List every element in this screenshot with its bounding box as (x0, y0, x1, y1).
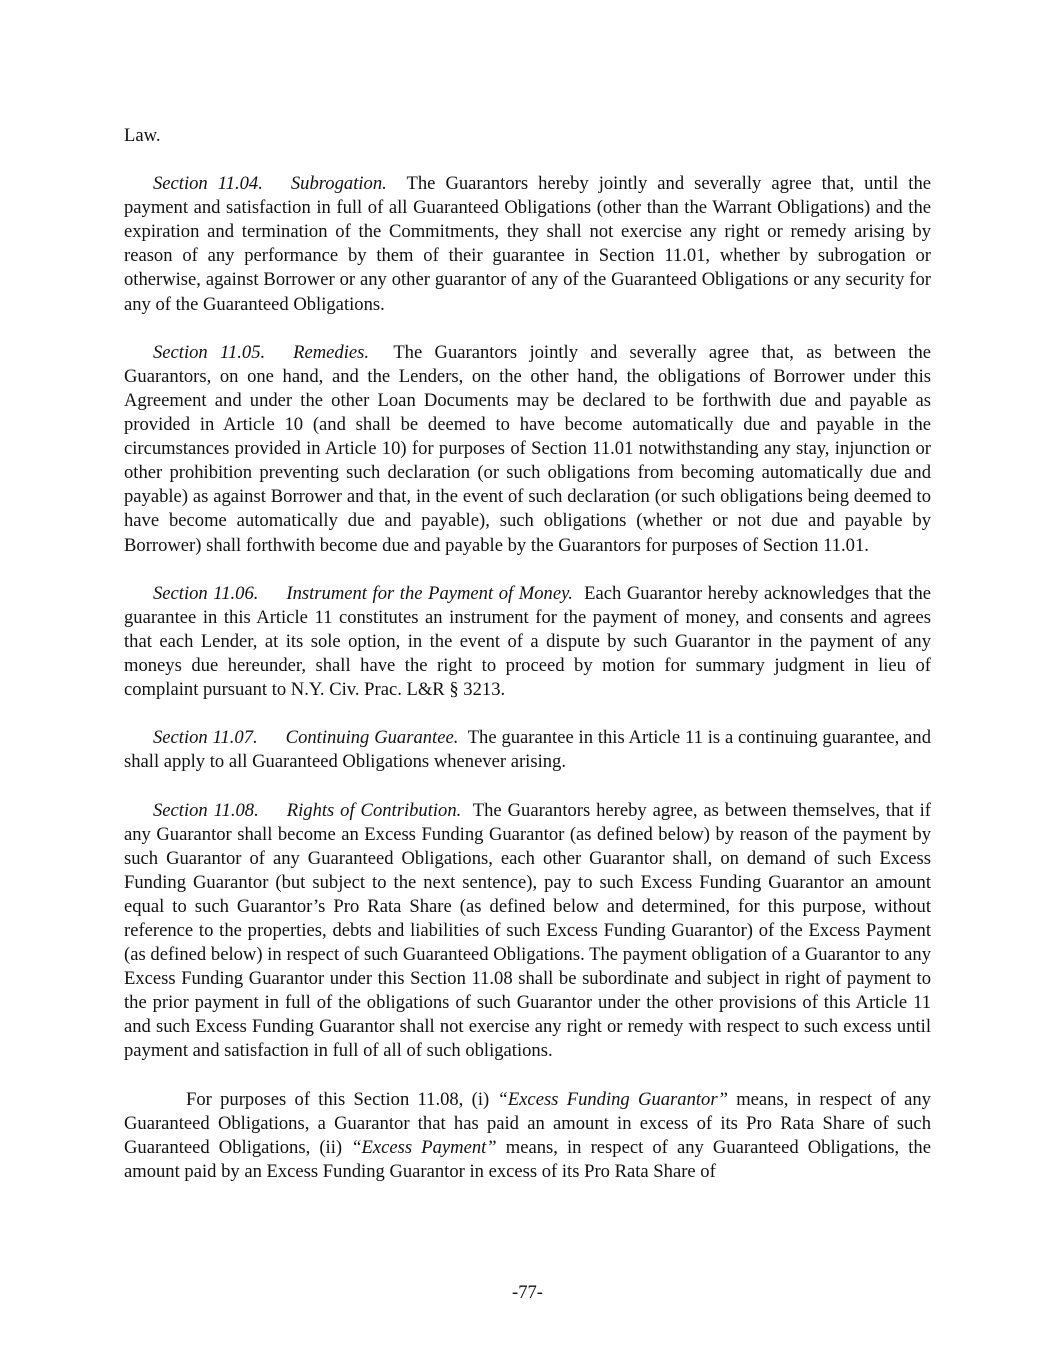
section-11-05 (124, 341, 931, 558)
section-11-06 (124, 582, 931, 702)
section-number: Section 11.08. (153, 799, 259, 821)
defined-term-excess-payment: “Excess Payment” (351, 1136, 497, 1158)
section-body: The Guarantors hereby agree, as between themselves, that if any Guarantor shall become an Excess Funding Guarantor (as defined below) by reason of the payment by such Guarantor of any Guaranteed Obligations, each other Guarantor shall, on demand of such Excess Funding Guarantor (but subject to the next sentence), pay to such Excess Funding Guarantor an amount equal to such Guarantor’s Pro Rata Share (as defined below and determined, for this purpose, without reference to the properties, debts and liabilities of such Excess Funding Guarantor) of the Excess Payment (as defined below) in respect of such Guaranteed Obligations. The payment obligation of a Guarantor to any Excess Funding Guarantor under this Section 11.08 shall be subordinate and subject in right of payment to the prior payment in full of the obligations of such Guarantor under the other provisions of this Article 11 and such Excess Funding Guarantor shall not exercise any right or remedy with respect to such excess until payment and satisfaction in full of all of such obligations. (124, 799, 931, 1062)
section-body: The guarantee in this Article 11 is a continuing guarantee, and shall apply to all Guaranteed Obligations whenever arising. (124, 727, 931, 773)
section-11-07 (124, 726, 931, 774)
section-11-08 (124, 799, 931, 1064)
definition-text: means, in respect of any Guaranteed Obligations, the amount paid by an Excess Funding Guarantor in excess of its Pro Rata Share of (124, 1136, 931, 1182)
document-page (124, 124, 931, 1184)
definitions-lead: For purposes of this Section 11.08, (i) (186, 1088, 490, 1110)
section-number: Section 11.07. (153, 727, 258, 749)
section-number: Section 11.04. (153, 173, 263, 195)
defined-term-excess-funding-guarantor: “Excess Funding Guarantor” (497, 1088, 728, 1110)
section-heading: Continuing Guarantee. (285, 727, 459, 749)
section-heading: Subrogation. (290, 173, 387, 195)
section-body: Each Guarantor hereby acknowledges that the guarantee in this Article 11 constitutes an instrument for the payment of money, and consents and agrees that each Lender, at its sole option, in the event of a dispute by such Guarantor in the payment of any moneys due hereunder, shall have the right to proceed by motion for summary judgment in lieu of complaint pursuant to N.Y. Civ. Prac. L&R § 3213. (124, 582, 931, 701)
section-body: The Guarantors jointly and severally agree that, as between the Guarantors, on one hand, and the Lenders, on the other hand, the obligations of Borrower under this Agreement and under the other Loan Documents may be declared to be forthwith due and payable as provided in Article 10 (and shall be deemed to have become automatically due and payable in the circumstances provided in Article 10) for purposes of Section 11.01 notwithstanding any stay, injunction or other prohibition preventing such declaration (or such obligations from becoming automatically due and payable) as against Borrower and that, in the event of such declaration (or such obligations being deemed to have become automatically due and payable), such obligations (whether or not due and payable by Borrower) shall forthwith become due and payable by the Guarantors for purposes of Section 11.01. (124, 341, 932, 556)
page-number: -77- (512, 1282, 543, 1303)
section-number: Section 11.05. (153, 341, 266, 363)
section-heading: Remedies. (293, 341, 370, 363)
continuation-text: Law. (124, 125, 161, 146)
definition-text: means, in respect of any Guaranteed Obligations, a Guarantor that has paid an amount in excess of its Pro Rata Share of such Guaranteed Obligations, (ii) (124, 1088, 931, 1158)
section-11-04 (124, 172, 931, 317)
section-body: The Guarantors hereby jointly and severally agree that, until the payment and satisfaction in full of all Guaranteed Obligations (other than the Warrant Obligations) and the expiration and termination of the Commitments, they shall not exercise any right or remedy arising by reason of any performance by them of their guarantee in Section 11.01, whether by subrogation or otherwise, against Borrower or any other guarantor of any of the Guaranteed Obligations or any security for any of the Guaranteed Obligations. (124, 173, 931, 315)
section-number: Section 11.06. (153, 582, 259, 604)
section-heading: Instrument for the Payment of Money. (286, 582, 573, 604)
section-heading: Rights of Contribution. (286, 799, 462, 821)
definitions-paragraph (124, 1088, 931, 1184)
